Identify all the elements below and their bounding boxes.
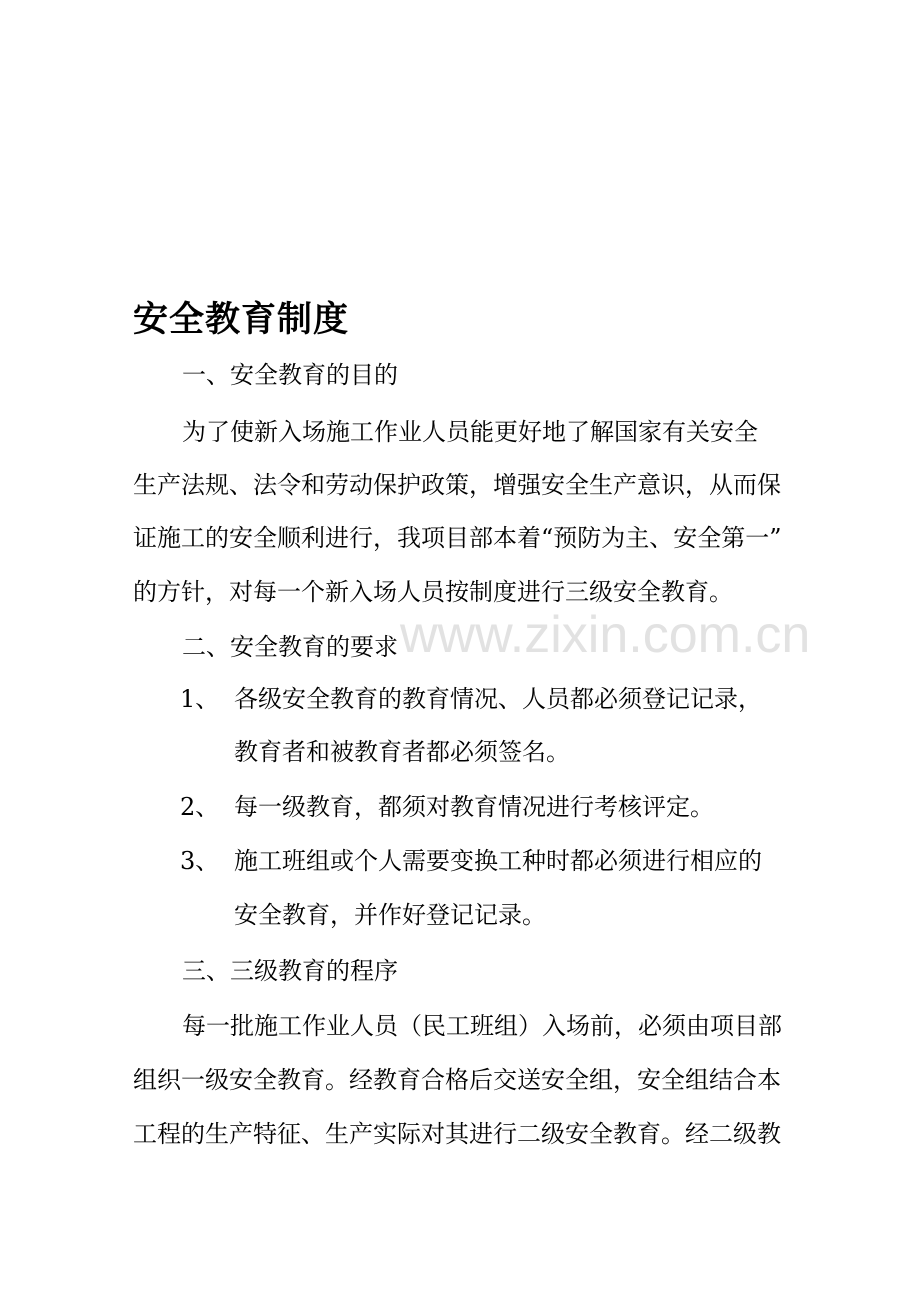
- paragraph-line: 生产法规、法令和劳动保护政策，增强安全生产意识，从而保: [133, 471, 781, 499]
- paragraph-line: 每一批施工作业人员（民工班组）入场前，必须由项目部: [182, 1012, 782, 1040]
- list-item-number: 2、: [180, 793, 220, 821]
- paragraph-line: 工程的生产特征、生产实际对其进行二级安全教育。经二级教: [133, 1120, 781, 1148]
- list-item-text: 教育者和被教育者都必须签名。: [234, 738, 570, 766]
- list-item-text: 施工班组或个人需要变换工种时都必须进行相应的: [234, 847, 762, 875]
- list-item-number: 3、: [180, 847, 220, 875]
- list-item-text: 每一级教育，都须对教育情况进行考核评定。: [234, 793, 714, 821]
- list-item-text: 安全教育，并作好登记记录。: [234, 901, 546, 929]
- paragraph-line: 组织一级安全教育。经教育合格后交送安全组，安全组结合本: [133, 1066, 781, 1094]
- list-item-text: 各级安全教育的教育情况、人员都必须登记记录，: [234, 685, 762, 713]
- section-heading-1: 一、安全教育的目的: [182, 361, 398, 389]
- paragraph-line: 为了使新入场施工作业人员能更好地了解国家有关安全: [182, 418, 758, 446]
- section-heading-3: 三、三级教育的程序: [182, 957, 398, 985]
- section-heading-2: 二、安全教育的要求: [182, 633, 398, 661]
- paragraph-line: 证施工的安全顺利进行，我项目部本着“预防为主、安全第一”: [133, 524, 782, 552]
- document-title: 安全教育制度: [133, 299, 350, 340]
- paragraph-line: 的方针，对每一个新入场人员按制度进行三级安全教育。: [133, 578, 733, 606]
- watermark: www.zixin.com.cn: [400, 606, 811, 664]
- list-item-number: 1、: [180, 685, 220, 713]
